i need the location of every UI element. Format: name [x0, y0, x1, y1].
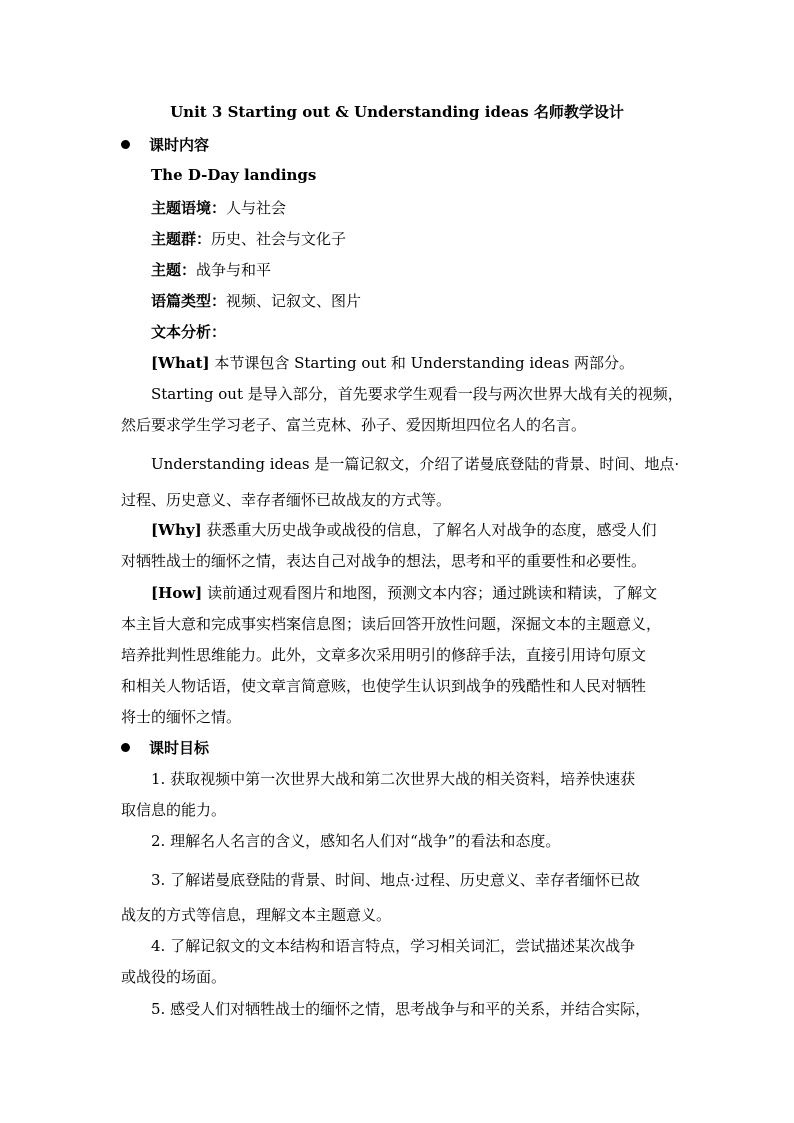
goal-3-line1: 3. 了解诺曼底登陆的背景、时间、地点·过程、历史意义、幸存者缅怀已故	[151, 871, 640, 889]
goal-5-line1: 5. 感受人们对牺牲战士的缅怀之情，思考战争与和平的关系，并结合实际，	[151, 1000, 651, 1018]
how-line3: 培养批判性思维能力。此外，文章多次采用明引的修辞手法，直接引用诗句原文	[121, 646, 647, 664]
bullet-icon	[121, 140, 130, 149]
goal-3-line2: 战友的方式等信息，理解文本主题意义。	[121, 906, 392, 924]
type-value: 视频、记叙文、图片	[226, 292, 362, 310]
why-text: 获悉重大历史战争或战役的信息，了解名人对战争的态度，感受人们	[201, 521, 657, 539]
how-line5: 将士的缅怀之情。	[121, 708, 242, 726]
goal-1-line2: 取信息的能力。	[121, 801, 227, 819]
goal-4-line1: 4. 了解记叙文的文本结构和语言特点，学习相关词汇，尝试描述某次战争	[151, 937, 636, 955]
what-label: [What]	[151, 354, 210, 372]
context-line	[151, 197, 286, 218]
why-label: [Why]	[151, 521, 202, 539]
how-line1	[151, 582, 657, 603]
context-label: 主题语境：	[151, 199, 227, 217]
how-label: [How]	[151, 584, 203, 602]
document-title: Unit 3 Starting out & Understanding ideas 名师教学设计	[170, 103, 624, 121]
understanding-paragraph-line2: 过程、历史意义、幸存者缅怀已故战友的方式等。	[121, 491, 452, 509]
section-heading-goals	[121, 737, 209, 758]
how-line4: 和相关人物话语，使文章言简意赅，也使学生认识到战争的残酷性和人民对牺牲	[121, 677, 647, 695]
how-line2: 本主旨大意和完成事实档案信息图；读后回答开放性问题，深掘文本的主题意义，	[121, 615, 662, 633]
starting-paragraph-line1: Starting out 是导入部分，首先要求学生观看一段与两次世界大战有关的视频，	[151, 385, 683, 403]
section-heading-content	[121, 134, 209, 155]
goal-4-line2: 或战役的场面。	[121, 968, 227, 986]
what-line	[151, 352, 634, 373]
group-line	[151, 228, 346, 249]
how-text: 读前通过观看图片和地图，预测文本内容；通过跳读和精读，了解文	[202, 584, 658, 602]
section-heading-content-label: 课时内容	[149, 136, 210, 154]
what-text: 本节课包含 Starting out 和 Understanding ideas 两部分。	[209, 354, 635, 372]
group-value: 历史、社会与文化子	[211, 230, 347, 248]
bullet-icon	[121, 743, 130, 752]
understanding-paragraph-line1: Understanding ideas 是一篇记叙文，介绍了诺曼底登陆的背景、时间、地点·	[151, 455, 680, 473]
section-heading-goals-label: 课时目标	[149, 739, 210, 757]
context-value: 人与社会	[226, 199, 287, 217]
goal-2-line1: 2. 理解名人名言的含义，感知名人们对“战争”的看法和态度。	[151, 832, 561, 850]
goal-1-line1: 1. 获取视频中第一次世界大战和第二次世界大战的相关资料，培养快速获	[151, 770, 636, 788]
starting-paragraph-line2: 然后要求学生学习老子、富兰克林、孙子、爱因斯坦四位名人的名言。	[121, 416, 587, 434]
lesson-title: The D-Day landings	[151, 166, 317, 184]
theme-value: 战争与和平	[196, 261, 272, 279]
analysis-label: 文本分析：	[151, 323, 227, 341]
why-line1	[151, 519, 656, 540]
type-line	[151, 290, 361, 311]
theme-label: 主题：	[151, 261, 197, 279]
group-label: 主题群：	[151, 230, 212, 248]
why-line2: 对牺牲战士的缅怀之情，表达自己对战争的想法，思考和平的重要性和必要性。	[121, 552, 647, 570]
theme-line	[151, 259, 271, 280]
type-label: 语篇类型：	[151, 292, 227, 310]
